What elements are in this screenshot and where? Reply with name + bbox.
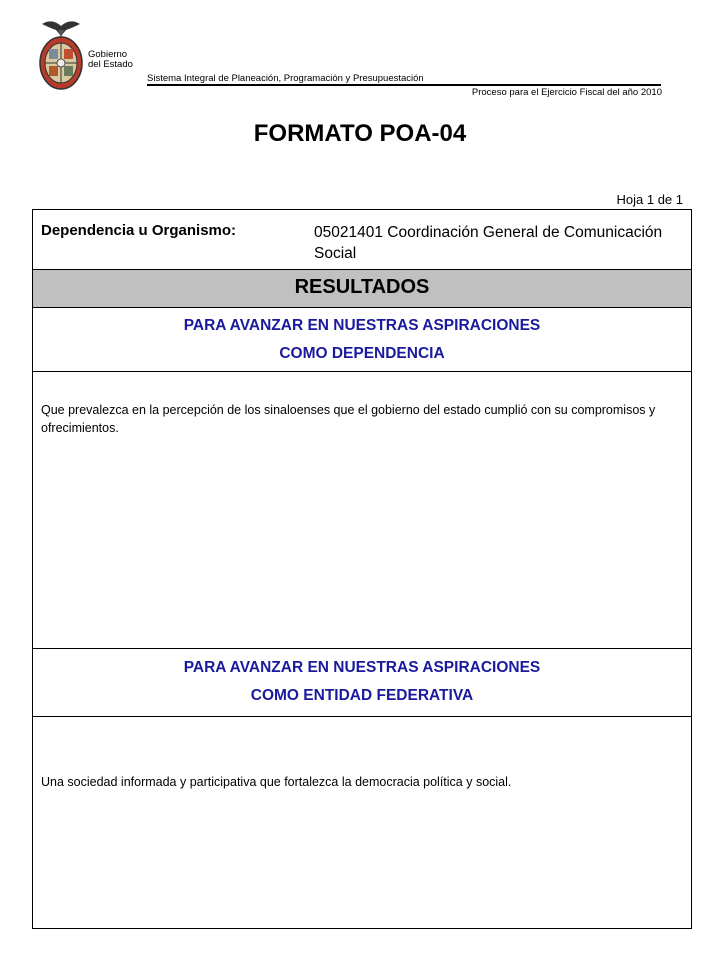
state-seal-logo: [36, 16, 86, 96]
section2-heading-line2: COMO ENTIDAD FEDERATIVA: [250, 687, 474, 704]
section1-body: [33, 372, 691, 649]
section2-heading-line1: PARA AVANZAR EN NUESTRAS ASPIRACIONES: [183, 659, 541, 676]
header-divider: [147, 84, 661, 86]
section2-heading: [33, 654, 691, 710]
dependencia-label: Dependencia u Organismo:: [41, 222, 237, 239]
proceso-label: Proceso para el Ejercicio Fiscal del año 2010: [471, 87, 662, 98]
page-count: Hoja 1 de 1: [616, 192, 683, 207]
gobierno-label-line1: Gobierno: [88, 49, 128, 60]
form-table: [32, 209, 692, 929]
section1-text: Que prevalezca en la percepción de los sinaloenses que el gobierno del estado cumplió con su compromisos y ofrecimientos.: [41, 403, 656, 435]
section1-heading-line1: PARA AVANZAR EN NUESTRAS ASPIRACIONES: [183, 317, 541, 334]
resultados-row: [33, 270, 691, 308]
section1-heading: [33, 312, 691, 368]
resultados-heading: RESULTADOS: [294, 276, 430, 298]
sistema-label: Sistema Integral de Planeación, Programación y Presupuestación: [147, 73, 424, 84]
section1-heading-line2: COMO DEPENDENCIA: [279, 345, 445, 362]
page-title: FORMATO POA-04: [253, 120, 467, 147]
section2-text: Una sociedad informada y participativa que fortalezca la democracia política y social.: [41, 775, 512, 789]
section2-body: [33, 717, 691, 928]
dependencia-value: 05021401 Coordinación General de Comunicación Social: [314, 224, 663, 262]
dependencia-row: [33, 210, 691, 270]
section1-header: [33, 308, 691, 372]
section2-header: [33, 649, 691, 717]
gobierno-label-line2: del Estado: [88, 59, 133, 70]
